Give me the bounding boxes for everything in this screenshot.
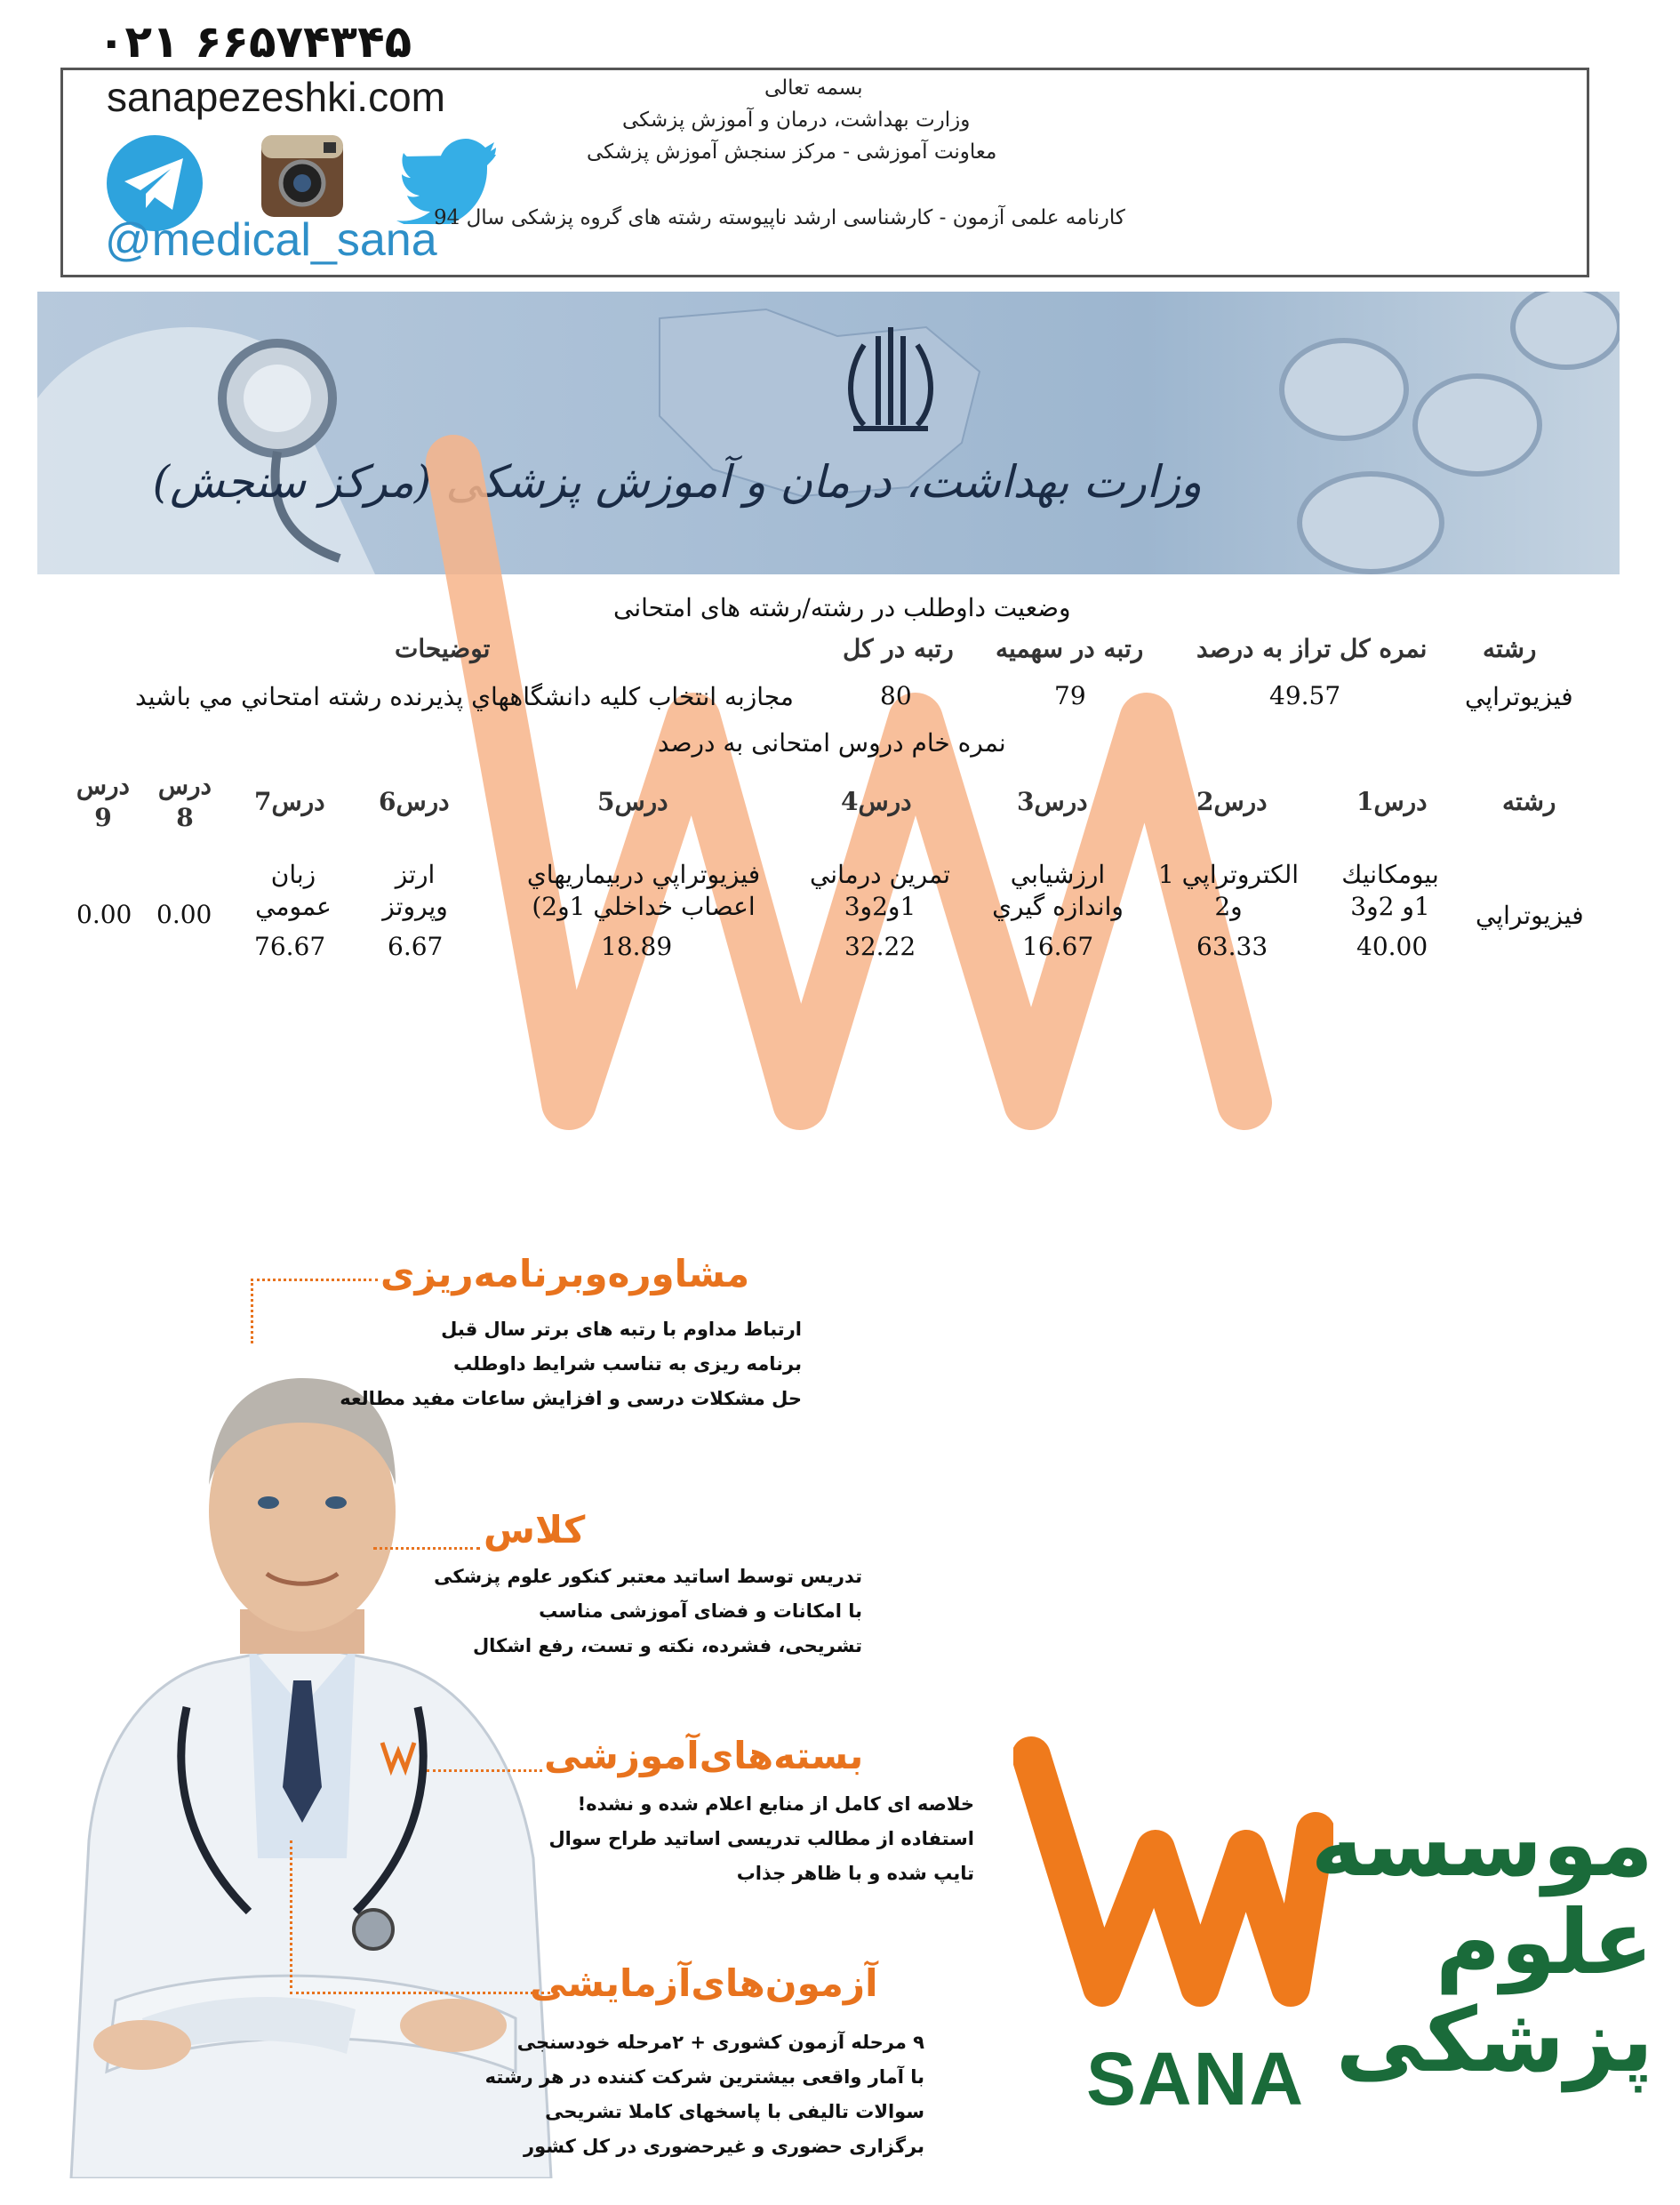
ad-mock-exams-line: ۹ مرحله آزمون کشوری + ۲مرحله خودسنجی — [516, 2032, 924, 2053]
header-report-title: کارنامه علمی آزمون - کارشناسی ارشد ناپیوسته رشته های گروه پزشکی سال 94 — [434, 206, 1125, 229]
header-ministry: وزارت بهداشت، درمان و آموزش پزشکی — [622, 108, 971, 132]
ad-class-title: کلاس — [484, 1508, 586, 1552]
social-handle[interactable]: @medical_sana — [105, 214, 437, 266]
ad-class-line: با امکانات و فضای آموزشی مناسب — [539, 1600, 862, 1622]
scores-header-9: درس 9 — [76, 771, 130, 832]
scores-header-2: درس2 — [1196, 787, 1268, 816]
banner-title: وزارت بهداشت، درمان و آموزش پزشکی (مرکز سنجش) — [152, 456, 1202, 508]
ad-counseling-line: ارتباط مداوم با رتبه های برتر سال قبل — [441, 1319, 802, 1340]
ad-mock-exams-line: با آمار واقعی بیشترین شرکت کننده در هر رشته — [484, 2066, 924, 2088]
status-header-total: نمره کل تراز به درصد — [1196, 634, 1428, 663]
ad-packages-line: استفاده از مطالب تدریسی اساتید طراح سوال — [548, 1828, 974, 1849]
subject-1: بيومكانيك 1و 2و3 — [1341, 860, 1439, 921]
ad-counseling-line: حل مشکلات درسی و افزایش ساعات مفید مطالعه — [340, 1388, 802, 1409]
scores-header-7: درس7 — [254, 787, 325, 816]
scores-header-4: درس4 — [841, 787, 912, 816]
website-url[interactable]: sanapezeshki.com — [107, 74, 445, 120]
phone-number: ۰۲۱ ۶۶۵۷۴۳۴۵ — [98, 16, 412, 68]
subject-2: الكتروتراپي 1 و2 — [1157, 860, 1300, 921]
status-total-score: 49.57 — [1269, 681, 1341, 710]
scores-header-5: درس5 — [597, 787, 668, 816]
ad-class-line: تدریس توسط اساتید معتبر کنکور علوم پزشکی — [434, 1566, 862, 1587]
connector-line-4 — [290, 1840, 550, 1994]
status-caption: وضعیت داوطلب در رشته/رشته های امتحانی — [613, 593, 1071, 622]
status-header-field: رشته — [1483, 634, 1537, 663]
score-4: 32.22 — [844, 932, 916, 961]
brand-name-latin: SANA — [1086, 2037, 1306, 2121]
ad-class-text — [427, 1560, 862, 1664]
status-quota-rank: 79 — [1054, 681, 1086, 710]
score-1: 40.00 — [1356, 932, 1428, 961]
score-2: 63.33 — [1196, 932, 1268, 961]
scores-header-3: درس3 — [1017, 787, 1088, 816]
sana-brand-logo — [1013, 1734, 1333, 2009]
status-header-overall-rank: رتبه در کل — [843, 634, 954, 663]
score-8: 0.00 — [156, 900, 212, 929]
score-3: 16.67 — [1022, 932, 1094, 961]
subject-6: ارتز وپروتز — [382, 860, 448, 921]
brand-line-1: موسسه — [1310, 1792, 1653, 1896]
brand-line-2: علوم — [1435, 1890, 1653, 1994]
subject-3: ارزشيابي واندازه گيري — [992, 860, 1124, 921]
scores-header-8: درس 8 — [157, 771, 212, 832]
ad-mock-exams-title: آزمون‌های‌آزمایشی — [530, 1961, 878, 2005]
ad-packages-line: خلاصه ای کامل از منابع اعلام شده و نشده! — [577, 1793, 974, 1815]
status-header-quota-rank: رتبه در سهمیه — [996, 634, 1144, 663]
ad-mock-exams-line: برگزاری حضوری و غیرحضوری در کل کشور — [524, 2136, 924, 2157]
connector-line-2 — [373, 1547, 480, 1550]
scores-header-6: درس6 — [379, 787, 450, 816]
subject-4: تمرين درماني 1و2و3 — [809, 860, 951, 921]
instagram-icon[interactable] — [260, 133, 345, 219]
status-overall-rank: 80 — [880, 681, 912, 710]
ad-class-line: تشریحی، فشرده، نکته و تست، رفع اشکال — [472, 1635, 862, 1656]
subject-7: زبان عمومي — [255, 860, 332, 921]
status-field: فيزيوتراپي — [1465, 682, 1573, 711]
brand-line-3: پزشکی — [1335, 1988, 1653, 2092]
header-bismillah: بسمه تعالی — [764, 76, 863, 100]
score-9: 0.00 — [76, 900, 132, 929]
status-header-notes: توضیحات — [395, 634, 491, 663]
scores-field: فيزيوتراپي — [1476, 901, 1584, 930]
ad-packages-line: تایپ شده و با ظاهر جذاب — [736, 1863, 974, 1884]
scores-caption: نمره خام دروس امتحانی به درصد — [658, 728, 1006, 758]
status-notes: مجازبه انتخاب كليه دانشگاههاي پذيرنده رشته امتحاني مي باشيد — [135, 682, 794, 711]
scores-header-1: درس1 — [1356, 787, 1428, 816]
header-deputy: معاونت آموزشی - مرکز سنجش آموزش پزشکی — [587, 140, 997, 164]
score-7: 76.67 — [254, 932, 326, 961]
scores-header-field: رشته — [1502, 787, 1556, 816]
ad-counseling-line: برنامه ریزی به تناسب شرایط داوطلب — [452, 1353, 802, 1375]
brand-name-persian — [1310, 1792, 1653, 2092]
ad-counseling-title: مشاوره‌وبرنامه‌ریزی — [380, 1252, 750, 1295]
ad-mock-exams-line: سوالات تالیفی با پاسخهای کاملا تشریحی — [545, 2101, 924, 2122]
ad-packages-text — [530, 1787, 974, 1891]
subject-5: فيزيوتراپي دربيماريهاي اعصاب خداخلي 1و2) — [526, 860, 761, 921]
ad-counseling-text — [340, 1312, 802, 1416]
ad-packages-title: بسته‌های‌آموزشی — [544, 1734, 864, 1777]
connector-line-3 — [427, 1769, 542, 1772]
score-5: 18.89 — [601, 932, 673, 961]
score-6: 6.67 — [388, 932, 444, 961]
ad-mock-exams-text — [462, 2025, 924, 2164]
